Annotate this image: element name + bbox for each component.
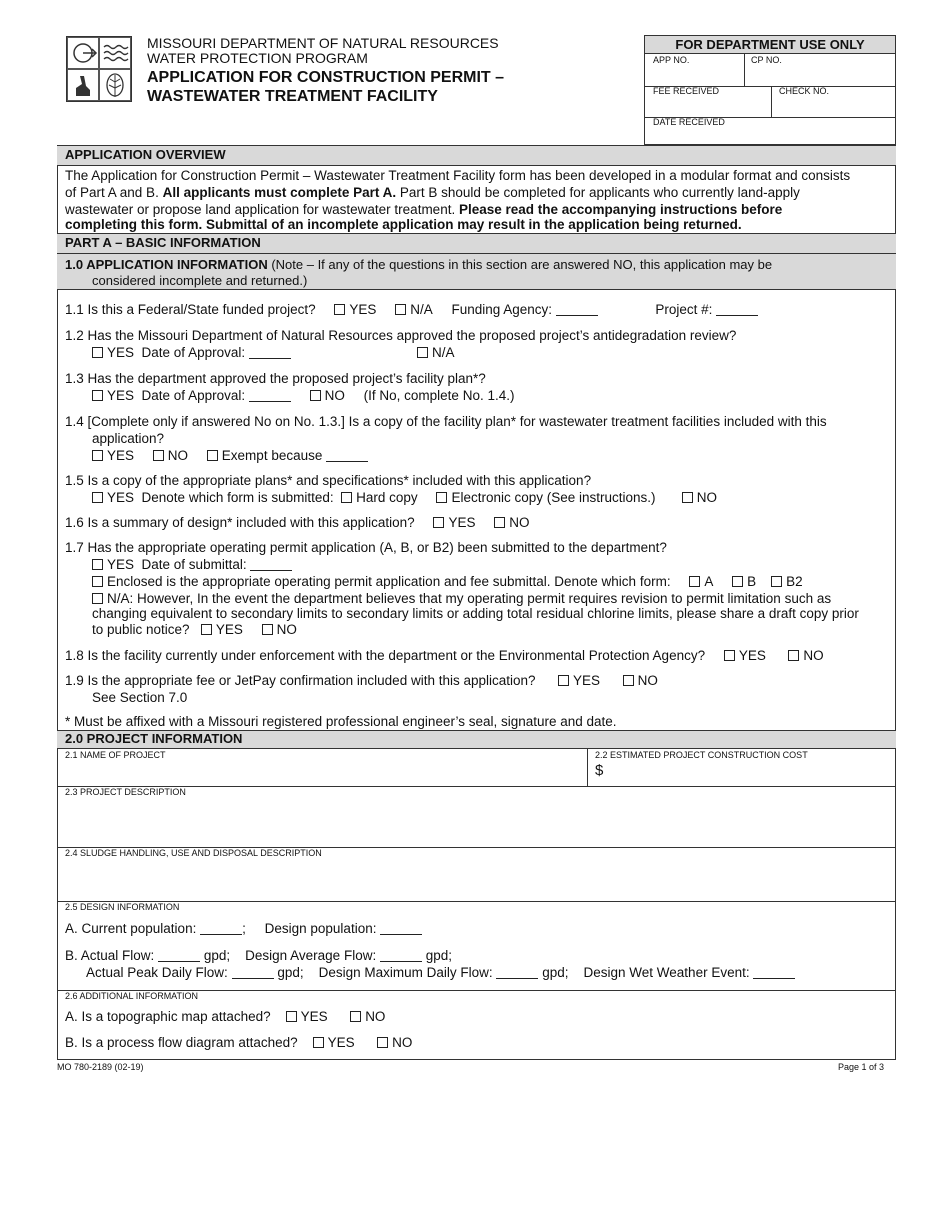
form-b2-checkbox[interactable]: [771, 576, 782, 587]
logo-quadrant-water-icon: [99, 37, 131, 69]
question-1-7-na-line3: to public notice? YES NO: [92, 622, 297, 637]
process-yes-checkbox[interactable]: [313, 1037, 324, 1048]
electronic-copy-checkbox[interactable]: [436, 492, 447, 503]
question-1-4-line2: application?: [92, 431, 165, 446]
process-no-checkbox[interactable]: [377, 1037, 388, 1048]
section-2-heading: 2.0 PROJECT INFORMATION: [57, 730, 896, 749]
q19-no-checkbox[interactable]: [623, 675, 634, 686]
design-info-label: 2.5 DESIGN INFORMATION: [65, 902, 180, 912]
topo-map-row: A. Is a topographic map attached? YES NO: [65, 1009, 386, 1024]
overview-heading: APPLICATION OVERVIEW: [57, 145, 896, 166]
question-1-2-answers: YES Date of Approval:: [92, 344, 291, 361]
program-name: WATER PROTECTION PROGRAM: [147, 50, 368, 66]
q15-yes-checkbox[interactable]: [92, 492, 103, 503]
hard-copy-checkbox[interactable]: [341, 492, 352, 503]
flow-row-1: B. Actual Flow: gpd; Design Average Flow: gpd;: [65, 948, 453, 963]
overview-line3: wastewater or propose land application for wastewater treatment. Please read the accompanying instructions before: [65, 202, 783, 217]
q11-yes-checkbox[interactable]: [334, 304, 345, 315]
logo-quadrant-leaf-icon: [99, 69, 131, 101]
project-description-input[interactable]: [65, 800, 890, 844]
q16-no-checkbox[interactable]: [494, 517, 505, 528]
question-1-5-answers: YES Denote which form is submitted: Hard copy Electronic copy (See instructions.) NO: [92, 489, 717, 506]
page-number: Page 1 of 3: [838, 1062, 885, 1072]
q17-date-input[interactable]: [250, 558, 292, 571]
design-max-flow-input[interactable]: [496, 966, 538, 979]
q17-na-checkbox[interactable]: [92, 593, 103, 604]
question-1-7: 1.7 Has the appropriate operating permit application (A, B, or B2) been submitted to the department?: [65, 540, 667, 555]
fee-received-field[interactable]: FEE RECEIVED: [653, 86, 720, 96]
question-1-5: 1.5 Is a copy of the appropriate plans* and specifications* included with this application?: [65, 473, 592, 488]
form-title-line1: APPLICATION FOR CONSTRUCTION PERMIT –: [147, 69, 505, 86]
q12-yes-checkbox[interactable]: [92, 347, 103, 358]
logo-quadrant-land-icon: [67, 69, 99, 101]
project-name-label: 2.1 NAME OF PROJECT: [65, 750, 166, 760]
cp-no-field[interactable]: CP NO.: [751, 55, 782, 65]
exempt-reason-input[interactable]: [326, 449, 368, 462]
current-population-input[interactable]: [200, 922, 242, 935]
q14-exempt-checkbox[interactable]: [207, 450, 218, 461]
topo-yes-checkbox[interactable]: [286, 1011, 297, 1022]
actual-peak-flow-input[interactable]: [232, 966, 274, 979]
q17-notice-no-checkbox[interactable]: [262, 624, 273, 635]
form-title-line2: WASTEWATER TREATMENT FACILITY: [147, 88, 438, 105]
question-1-7-na-line2: changing equivalent to secondary limits to secondary limits or adding total residual chlorine limits, please share a draft copy prior: [92, 606, 859, 621]
question-1-4: 1.4 [Complete only if answered No on No. 1.3.] Is a copy of the facility plan* for wastewater treatment facilities included with this: [65, 414, 827, 429]
form-title: [147, 68, 504, 106]
dollar-sign: $: [595, 762, 604, 779]
engineer-seal-footnote: * Must be affixed with a Missouri registered professional engineer’s seal, signature and date.: [65, 714, 617, 729]
form-b-checkbox[interactable]: [732, 576, 743, 587]
question-1-6: 1.6 Is a summary of design* included with this application? YES NO: [65, 515, 530, 530]
additional-info-label: 2.6 ADDITIONAL INFORMATION: [65, 991, 199, 1001]
q16-yes-checkbox[interactable]: [433, 517, 444, 528]
overview-line2: of Part A and B. All applicants must complete Part A. Part B should be completed for applicants who currently land-apply: [65, 185, 800, 200]
project-number-input[interactable]: [716, 303, 758, 316]
dnr-logo: [66, 36, 132, 102]
date-received-field[interactable]: DATE RECEIVED: [653, 117, 725, 127]
q12-na-checkbox[interactable]: [417, 347, 428, 358]
q13-yes-checkbox[interactable]: [92, 390, 103, 401]
section-1-heading: 1.0 APPLICATION INFORMATION (Note – If any of the questions in this section are answered NO, this application may be considered incomplete and returned.): [57, 253, 896, 290]
department-use-title: FOR DEPARTMENT USE ONLY: [645, 36, 895, 54]
question-1-3-answers: YES Date of Approval: NO (If No, complete No. 1.4.): [92, 387, 514, 404]
q18-no-checkbox[interactable]: [788, 650, 799, 661]
form-number: MO 780-2189 (02-19): [57, 1062, 144, 1072]
q18-yes-checkbox[interactable]: [724, 650, 735, 661]
topo-no-checkbox[interactable]: [350, 1011, 361, 1022]
q14-no-checkbox[interactable]: [153, 450, 164, 461]
design-wet-weather-input[interactable]: [753, 966, 795, 979]
process-flow-row: B. Is a process flow diagram attached? YES NO: [65, 1035, 413, 1050]
sludge-description-input[interactable]: [65, 861, 890, 899]
funding-agency-input[interactable]: [556, 303, 598, 316]
q12-date-input[interactable]: [249, 346, 291, 359]
department-use-box: [644, 35, 896, 145]
question-1-2: 1.2 Has the Missouri Department of Natural Resources approved the proposed project’s antidegradation review?: [65, 328, 737, 343]
q17-notice-yes-checkbox[interactable]: [201, 624, 212, 635]
q13-date-input[interactable]: [249, 389, 291, 402]
overview-line4: completing this form. Submittal of an incomplete application may result in the application being returned.: [65, 217, 742, 232]
q13-no-checkbox[interactable]: [310, 390, 321, 401]
agency-block: [147, 36, 499, 66]
part-a-heading: PART A – BASIC INFORMATION: [57, 233, 896, 254]
logo-quadrant-air-icon: [67, 37, 99, 69]
project-name-input[interactable]: [70, 762, 580, 784]
check-no-field[interactable]: CHECK NO.: [779, 86, 830, 96]
form-a-checkbox[interactable]: [689, 576, 700, 587]
question-1-7-na: N/A: However, In the event the department believes that my operating permit requires revision to permit limitation such as: [92, 590, 831, 607]
app-no-field[interactable]: APP NO.: [653, 55, 690, 65]
design-average-flow-input[interactable]: [380, 949, 422, 962]
q11-na-checkbox[interactable]: [395, 304, 406, 315]
question-1-7-yes: YES Date of submittal:: [92, 556, 292, 573]
question-1-7-enclosed: Enclosed is the appropriate operating permit application and fee submittal. Denote which form: A B B2: [92, 573, 803, 590]
q17-yes-checkbox[interactable]: [92, 559, 103, 570]
overview-line1: The Application for Construction Permit – Wastewater Treatment Facility form has been developed in a modular format and consists: [65, 168, 851, 183]
q15-no-checkbox[interactable]: [682, 492, 693, 503]
agency-name: MISSOURI DEPARTMENT OF NATURAL RESOURCES: [147, 35, 499, 51]
actual-flow-input[interactable]: [158, 949, 200, 962]
construction-cost-input[interactable]: [610, 762, 890, 784]
construction-cost-label: 2.2 ESTIMATED PROJECT CONSTRUCTION COST: [595, 750, 808, 760]
population-row: A. Current population: ; Design population:: [65, 920, 422, 937]
question-1-9-note: See Section 7.0: [92, 690, 188, 705]
q14-yes-checkbox[interactable]: [92, 450, 103, 461]
question-1-1: 1.1 Is this a Federal/State funded project? YES N/A Funding Agency: Project #:: [65, 301, 758, 318]
design-population-input[interactable]: [380, 922, 422, 935]
question-1-4-answers: YES NO Exempt because: [92, 447, 368, 464]
q19-yes-checkbox[interactable]: [558, 675, 569, 686]
question-1-3: 1.3 Has the department approved the proposed project’s facility plan*?: [65, 371, 486, 386]
project-description-label: 2.3 PROJECT DESCRIPTION: [65, 787, 186, 797]
sludge-label: 2.4 SLUDGE HANDLING, USE AND DISPOSAL DESCRIPTION: [65, 848, 322, 858]
question-1-8: 1.8 Is the facility currently under enforcement with the department or the Environmental Protection Agency? YES NO: [65, 648, 824, 663]
q17-enclosed-checkbox[interactable]: [92, 576, 103, 587]
flow-row-2: Actual Peak Daily Flow: gpd; Design Maximum Daily Flow: gpd; Design Wet Weather Event:: [86, 964, 795, 981]
question-1-9: 1.9 Is the appropriate fee or JetPay confirmation included with this application? YES NO: [65, 673, 658, 688]
